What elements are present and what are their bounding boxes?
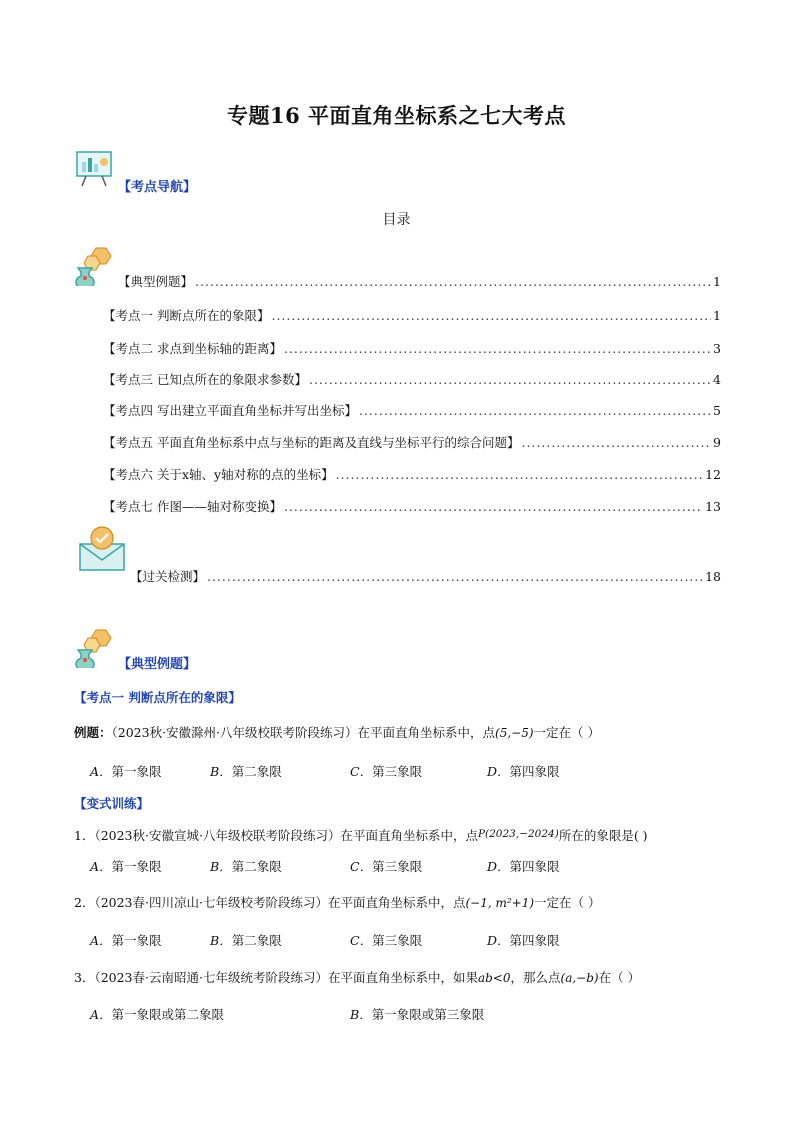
toc-item[interactable] — [118, 272, 721, 290]
toc-item[interactable] — [130, 567, 721, 585]
toc-item-page: 18 — [705, 569, 721, 584]
example-question: 例题：（2023秋·安徽滁州·八年级校联考阶段练习）在平面直角坐标系中，点(5,−5)一定在（ ） — [74, 725, 601, 740]
question-1: 1．（2023秋·安徽宣城·八年级校联考阶段练习）在平面直角坐标系中，点$^{P(2023,-2024)}$所在的象限是( ) — [74, 828, 648, 843]
example-options — [90, 762, 610, 780]
toc-item-page: 1 — [713, 308, 721, 323]
envelope-check-icon — [78, 524, 126, 572]
toc-item[interactable] — [103, 306, 721, 324]
toc-item[interactable] — [103, 433, 721, 451]
option-a[interactable]: A．第一象限或第二象限 — [90, 1007, 225, 1022]
example-prefix: 例题： — [74, 725, 112, 740]
option-a[interactable]: A．第一象限 — [90, 933, 162, 948]
toc-item-page: 1 — [713, 274, 721, 289]
math-condition: ab<0 — [477, 971, 511, 985]
option-a[interactable]: A．第一象限 — [90, 764, 162, 779]
flask-icon — [72, 246, 114, 286]
option-b[interactable]: B．第二象限 — [210, 933, 282, 948]
toc-item-label: 【过关检测】 — [130, 569, 206, 584]
toc-item-page: 13 — [705, 499, 721, 514]
option-c[interactable]: C．第三象限 — [350, 859, 423, 874]
toc-item[interactable] — [103, 465, 721, 483]
toc-item-label: 【考点一 判断点所在的象限】 — [103, 308, 270, 323]
page-title: 专题16 平面直角坐标系之七大考点 — [226, 103, 567, 128]
presentation-board-icon — [74, 148, 118, 188]
toc-item-label: 【考点七 作图——轴对称变换】 — [103, 499, 282, 514]
toc-item-label: 【考点三 已知点所在的象限求参数】 — [103, 372, 307, 387]
bianshi-heading: 【变式训练】 — [74, 796, 150, 811]
math-point: (5,−5) — [495, 726, 534, 740]
question-3-options — [90, 1005, 610, 1023]
math-point: (−1, m²+1) — [465, 896, 535, 910]
question-2: 2．（2023春·四川凉山·七年级校考阶段练习）在平面直角坐标系中，点(−1, m²+1)一定在（ ） — [74, 895, 601, 910]
nav-label: 【考点导航】 — [118, 180, 197, 195]
toc-item-page: 12 — [705, 467, 721, 482]
section-heading: 【典型例题】 — [118, 657, 197, 672]
toc-item[interactable] — [103, 339, 721, 357]
toc-item-label: 【考点六 关于x轴、y轴对称的点的坐标】 — [103, 467, 334, 482]
question-1-options — [90, 857, 610, 875]
question-3: 3．（2023春·云南昭通·七年级统考阶段练习）在平面直角坐标系中，如果ab<0，那么点(a,−b)在（ ） — [74, 970, 641, 985]
question-2-options — [90, 931, 610, 949]
toc-item-page: 4 — [713, 372, 721, 387]
option-b[interactable]: B．第二象限 — [210, 859, 282, 874]
toc-item[interactable] — [103, 401, 721, 419]
option-b[interactable]: B．第二象限 — [210, 764, 282, 779]
toc-item-label: 【考点二 求点到坐标轴的距离】 — [103, 341, 282, 356]
kaodian1-heading: 【考点一 判断点所在的象限】 — [74, 690, 241, 705]
toc-item-page: 5 — [713, 403, 721, 418]
math-point: P(2023,−2024) — [477, 828, 559, 840]
toc-item-label: 【考点五 平面直角坐标系中点与坐标的距离及直线与坐标平行的综合问题】 — [103, 435, 520, 450]
option-a[interactable]: A．第一象限 — [90, 859, 162, 874]
toc-item-page: 9 — [713, 435, 721, 450]
toc-item-label: 【典型例题】 — [118, 274, 194, 289]
toc-item[interactable] — [103, 370, 721, 388]
option-d[interactable]: D．第四象限 — [487, 764, 560, 779]
option-b[interactable]: B．第一象限或第三象限 — [350, 1007, 485, 1022]
math-point: (a,−b) — [560, 971, 599, 985]
option-c[interactable]: C．第三象限 — [350, 764, 423, 779]
toc-item[interactable] — [103, 497, 721, 515]
toc-heading: 目录 — [382, 212, 411, 228]
option-d[interactable]: D．第四象限 — [487, 933, 560, 948]
option-c[interactable]: C．第三象限 — [350, 933, 423, 948]
flask-icon — [72, 628, 114, 668]
toc-item-label: 【考点四 写出建立平面直角坐标并写出坐标】 — [103, 403, 357, 418]
toc-item-page: 3 — [713, 341, 721, 356]
option-d[interactable]: D．第四象限 — [487, 859, 560, 874]
